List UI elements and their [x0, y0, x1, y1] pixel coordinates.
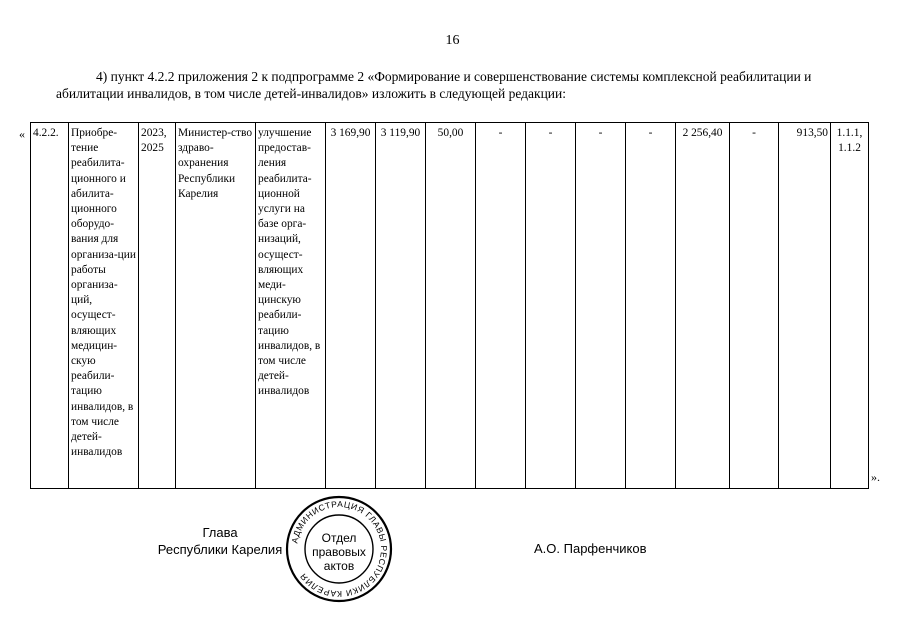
- page-number: 16: [445, 33, 460, 48]
- value-cell-4: -: [476, 123, 526, 489]
- result-cell: улучшение предостав-ления реабилита-ционной услуги на базе орга-низаций, осущест-вляющих меди-цинскую реабили-тацию инвалидов, в том числе детей-инвалидов: [256, 123, 326, 489]
- value-cell-8: 2 256,40: [676, 123, 730, 489]
- item-number-cell: 4.2.2.: [31, 123, 69, 489]
- value-cell-9: -: [730, 123, 779, 489]
- years-cell: 2023, 2025: [139, 123, 176, 489]
- official-stamp: [284, 494, 394, 604]
- value-cell-7: -: [626, 123, 676, 489]
- value-cell-3: 50,00: [426, 123, 476, 489]
- signatory-title-line1: Глава: [202, 525, 238, 540]
- amendment-intro: 4) пункт 4.2.2 приложения 2 к подпрограмме 2 «Формирование и совершенствование системы комплексной реабилитации и абилитации инвалидов, в том числе детей-инвалидов» изложить в следующей редакции:: [56, 69, 812, 101]
- value-cell-6: -: [576, 123, 626, 489]
- stamp-line2: правовых: [312, 545, 366, 559]
- stamp-ring-text: АДМИНИСТРАЦИЯ ГЛАВЫ РЕСПУБЛИКИ КАРЕЛИЯ: [289, 498, 390, 600]
- opening-quote: «: [19, 127, 25, 141]
- value-cell-2: 3 119,90: [376, 123, 426, 489]
- value-cell-5: -: [526, 123, 576, 489]
- executor-cell: Министер-ство здраво-охранения Республики Карелия: [176, 123, 256, 489]
- value-cell-10: 913,50: [779, 123, 831, 489]
- table-row: [31, 123, 869, 489]
- program-table: [30, 122, 869, 489]
- signatory-title-line2: Республики Карелия: [157, 542, 283, 557]
- signatory-title: [150, 524, 290, 558]
- indicators-cell: 1.1.1, 1.1.2: [831, 123, 869, 489]
- stamp-line3: актов: [323, 559, 355, 573]
- value-cell-1: 3 169,90: [326, 123, 376, 489]
- signatory-name: А.О. Парфенчиков: [534, 541, 647, 556]
- activity-cell: Приобре-тение реабилита-ционного и абилита-ционного оборудо-вания для организа-ции работы организа-ций, осущест-вляющих медицин-скую реабили-тацию инвалидов, в том числе детей-инвалидов: [69, 123, 139, 489]
- closing-quote: ».: [871, 470, 880, 484]
- stamp-line1: Отдел: [321, 531, 357, 545]
